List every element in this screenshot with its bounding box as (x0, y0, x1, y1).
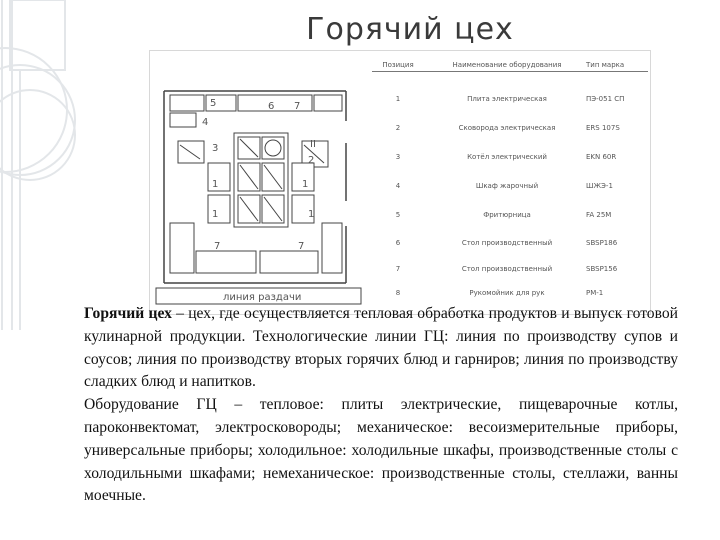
table-row (372, 182, 648, 192)
plan-label: 7 (214, 241, 221, 252)
row-position: 3 (395, 153, 401, 161)
row-type: ПЭ-051 СП (586, 95, 625, 103)
header-equipment: Наименование оборудования (452, 61, 562, 69)
row-type: EKN 60R (586, 153, 617, 161)
plan-label: 2 (308, 155, 315, 166)
row-type: FA 25M (586, 211, 612, 219)
row-type: ШЖЭ-1 (586, 182, 613, 190)
table-row (372, 211, 648, 221)
table-row (372, 239, 648, 249)
row-position: 7 (395, 265, 401, 273)
body-text (84, 303, 678, 508)
row-type: PM-1 (586, 289, 604, 297)
plan-label: 1 (212, 209, 219, 220)
plan-label: 1 (212, 179, 219, 190)
plan-label: 3 (212, 143, 219, 154)
plan-label: 5 (210, 98, 217, 109)
row-position: 1 (395, 95, 401, 103)
term-hot-shop: Горячий цех (84, 305, 172, 322)
plan-label: 6 (268, 101, 275, 112)
row-name: Фритюрница (483, 211, 531, 219)
row-position: 8 (395, 289, 401, 297)
row-name: Стол производственный (461, 239, 553, 247)
paragraph-equipment: Оборудование ГЦ – тепловое: плиты электрические, пищеварочные котлы, пароконвектомат, электросковороды; механическое: весоизмерительные приборы, универсальные приборы; холодильное: холодильные шкафы, производственные столы с холодильными шкафами; немеханическое: производственные столы, стеллажи, ванны моечные. (84, 396, 678, 505)
table-row (372, 289, 648, 299)
serving-line-label: линия раздачи (223, 292, 302, 303)
paragraph-definition (84, 303, 678, 394)
row-position: 6 (395, 239, 401, 247)
layout-figure (149, 50, 651, 315)
row-type: ERS 107S (586, 124, 620, 132)
plan-label: 7 (298, 241, 305, 252)
plan-label: II (310, 139, 316, 150)
table-row (372, 153, 648, 163)
plan-label: 1 (308, 209, 315, 220)
floor-plan (150, 51, 370, 314)
equipment-table (372, 55, 648, 305)
row-type: SBSP156 (586, 265, 618, 273)
row-position: 5 (395, 211, 401, 219)
header-type: Тип марка (586, 61, 625, 69)
page-title: Горячий цех (306, 12, 514, 47)
plan-label: 7 (294, 101, 301, 112)
row-name: Рукомойник для рук (469, 289, 545, 297)
row-name: Плита электрическая (467, 95, 547, 103)
table-row (372, 124, 648, 134)
table-row (372, 265, 648, 275)
plan-label: 4 (202, 117, 209, 128)
row-name: Котёл электрический (467, 153, 547, 161)
table-row (372, 95, 648, 105)
row-position: 4 (395, 182, 401, 190)
definition-text: – цех, где осуществляется тепловая обработка продуктов и выпуск готовой кулинарной продукции. Технологические линии ГЦ: линия по производству супов и соусов; линия по производству вторых горячих блюд и гарниров; линия по производству сладких блюд и напитков. (84, 305, 678, 391)
row-name: Стол производственный (461, 265, 553, 273)
row-name: Сковорода электрическая (458, 124, 556, 132)
row-name: Шкаф жарочный (475, 182, 539, 190)
row-type: SBSP186 (586, 239, 618, 247)
header-rule (372, 71, 648, 72)
decorative-ornament (0, 0, 120, 330)
table-header (372, 61, 648, 71)
header-position: Позиция (382, 61, 414, 69)
plan-label: 1 (302, 179, 309, 190)
row-position: 2 (395, 124, 401, 132)
